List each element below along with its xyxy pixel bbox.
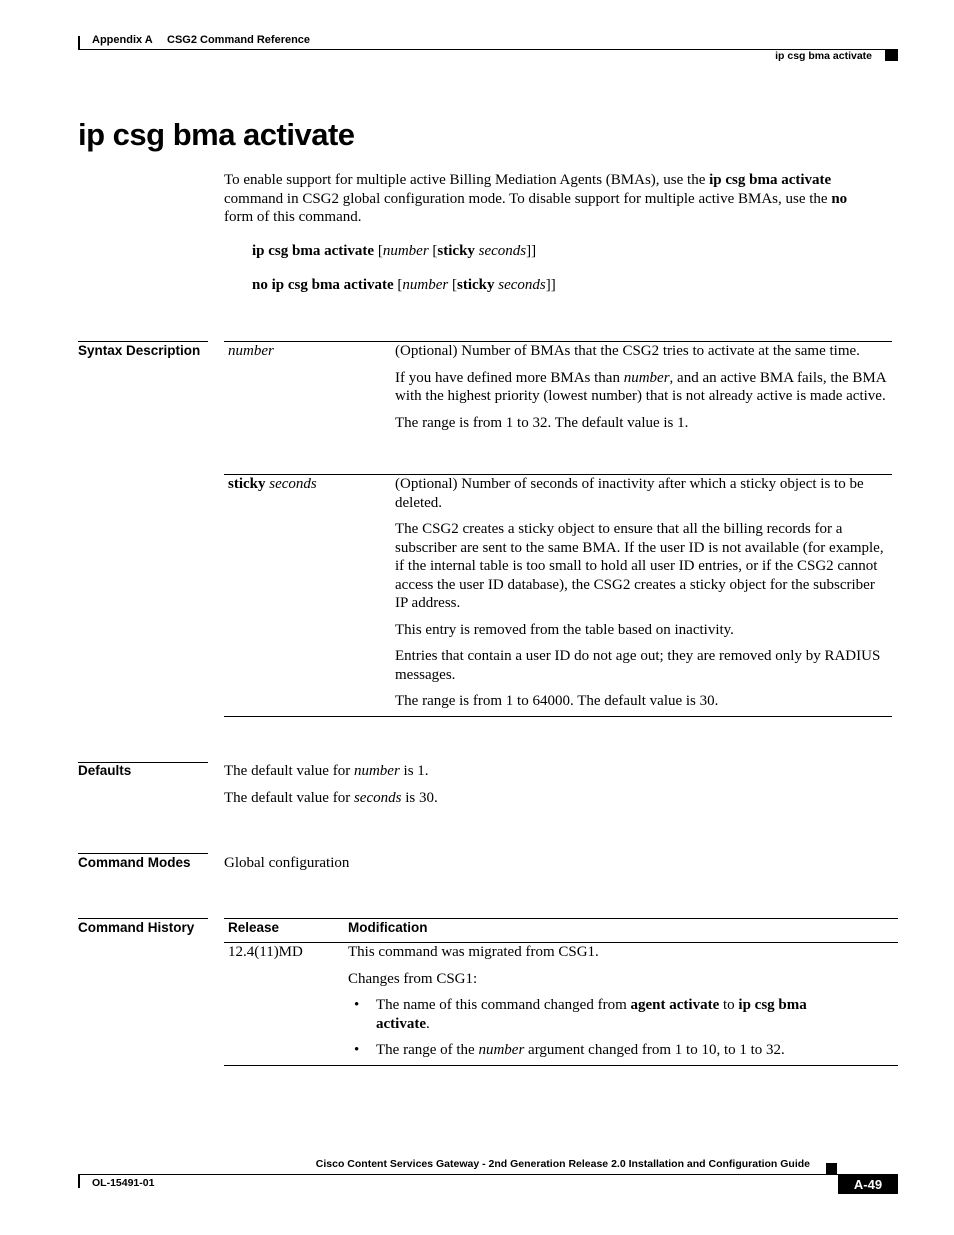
command-modes-label: Command Modes [78, 855, 191, 870]
intro-no-bold: no [831, 190, 848, 207]
defaults-1-a: The default value for [224, 763, 354, 779]
intro-command-bold: ip csg bma activate [709, 172, 832, 188]
syntax-2-bracket: [ [393, 277, 403, 293]
history-label-rule [78, 918, 208, 919]
footer-small-block [826, 1163, 837, 1174]
row-2-p5: The range is from 1 to 64000. The default value is 30. [395, 693, 719, 709]
header-topic: ip csg bma activate [775, 50, 872, 62]
history-modification [348, 943, 858, 1068]
syntax-1-command: ip csg bma activate [252, 243, 375, 259]
bullet-dot: • [354, 997, 360, 1013]
term-seconds: seconds [269, 476, 317, 492]
syntax-1-bracket: [ [374, 243, 383, 259]
syntax-2-command: no ip csg bma activate [252, 277, 394, 293]
footer-left-bar [78, 1174, 80, 1188]
term-sticky: sticky [228, 476, 266, 492]
history-table-top-rule [224, 918, 898, 919]
modes-label-rule [78, 853, 208, 854]
history-col-release: Release [228, 920, 280, 935]
row-2-p4: Entries that contain a user ID do not age out; they are removed only by RADIUS messages. [395, 648, 881, 683]
b1-new-name: ip csg bma activate [376, 997, 807, 1032]
b1-a: The name of this command changed from [376, 997, 631, 1013]
row-1-p1: (Optional) Number of BMAs that the CSG2 tries to activate at the same time. [395, 343, 860, 359]
row-2-p2: The CSG2 creates a sticky object to ensure that all the billing records for a subscriber are sent to the same BMA. If the user ID is not available (for example, if the internal table is too small to hold all user ID entries, or if the CSG2 cannot access the user ID database), the CSG2 creates a sticky object for the subscriber IP address. [395, 521, 884, 611]
b2-italic: number [478, 1042, 525, 1058]
b2-b: argument changed from 1 to 10, to 1 to 32. [524, 1042, 785, 1058]
history-table-bottom-rule [224, 1065, 898, 1066]
intro-text-2: command in CSG2 global configuration mode. To disable support for multiple active BMAs, use the [224, 190, 832, 207]
intro-text-1: To enable support for multiple active Billing Mediation Agents (BMAs), use the [224, 172, 710, 188]
b1-old-name: agent activate [630, 997, 720, 1013]
history-bullet-2 [348, 1041, 858, 1060]
header-right-block [885, 50, 898, 61]
row-1-p2-a: If you have defined more BMAs than [395, 369, 624, 386]
defaults-line-2 [224, 789, 438, 808]
syntax-table-bottom-rule [224, 716, 892, 717]
header-chapter: CSG2 Command Reference [167, 34, 311, 46]
row-1-p2-italic: number [623, 369, 670, 386]
syntax-2-bracket-2: [ [448, 277, 457, 293]
command-modes-text: Global configuration [224, 855, 350, 871]
header-left-bar [78, 36, 80, 50]
defaults-2-italic: seconds [353, 790, 402, 806]
defaults-2-b: is 30. [401, 790, 438, 806]
intro-text-3: form of this command. [224, 209, 362, 225]
bullet-dot: • [354, 1042, 360, 1058]
intro-paragraph [224, 171, 898, 227]
syntax-row-1-term [228, 342, 274, 361]
b1-period: . [425, 1015, 430, 1032]
syntax-row-2-description [395, 475, 887, 719]
footer-guide-title: Cisco Content Services Gateway - 2nd Generation Release 2.0 Installation and Configuration Guide [315, 1158, 810, 1170]
syntax-line-2 [252, 276, 556, 295]
term-number: number [228, 343, 274, 359]
history-m2: Changes from CSG1: [348, 970, 478, 987]
syntax-1-arg-seconds: seconds [478, 243, 527, 259]
defaults-1-italic: number [353, 763, 400, 779]
syntax-row-2-term [228, 475, 317, 494]
footer-rule [78, 1174, 898, 1175]
history-col-modification: Modification [348, 920, 428, 935]
row-1-p3: The range is from 1 to 32. The default value is 1. [395, 414, 689, 431]
b2-a: The range of the [376, 1042, 479, 1058]
history-bullet-1 [348, 996, 858, 1033]
history-m1: This command was migrated from CSG1. [348, 944, 599, 960]
history-release-value: 12.4(11)MD [228, 944, 303, 960]
syntax-1-bracket-2: [ [428, 243, 438, 259]
syntax-2-arg-number: number [402, 277, 449, 293]
header-appendix: Appendix A [92, 34, 153, 46]
syntax-1-keyword-sticky: sticky [437, 243, 475, 259]
b1-to: to [719, 997, 739, 1013]
syntax-1-close: ]] [526, 243, 537, 259]
defaults-line-1 [224, 762, 429, 781]
syntax-row-1-description [395, 342, 887, 440]
syntax-2-close: ]] [545, 277, 556, 293]
syntax-2-arg-seconds: seconds [498, 277, 546, 293]
syntax-1-arg-number: number [382, 243, 429, 259]
row-1-p2-b: , and an active BMA fails, the BMA with the highest priority (lowest number) that is not already active is made active. [395, 369, 886, 404]
row-1-p2 [395, 369, 887, 406]
defaults-2-a: The default value for [224, 790, 354, 806]
footer-doc-number: OL-15491-01 [92, 1177, 155, 1189]
syntax-line-1 [252, 242, 536, 261]
command-history-label: Command History [78, 920, 195, 935]
row-2-p3: This entry is removed from the table based on inactivity. [395, 621, 734, 638]
page-title: ip csg bma activate [78, 117, 355, 152]
syntax-description-label: Syntax Description [78, 343, 201, 358]
footer-page-number: A-49 [838, 1175, 898, 1194]
syntax-2-keyword-sticky: sticky [457, 277, 495, 293]
syntax-label-rule [78, 341, 208, 342]
defaults-label: Defaults [78, 763, 132, 778]
defaults-1-b: is 1. [399, 763, 429, 779]
row-2-p1: (Optional) Number of seconds of inactivity after which a sticky object is to be deleted. [395, 476, 864, 511]
